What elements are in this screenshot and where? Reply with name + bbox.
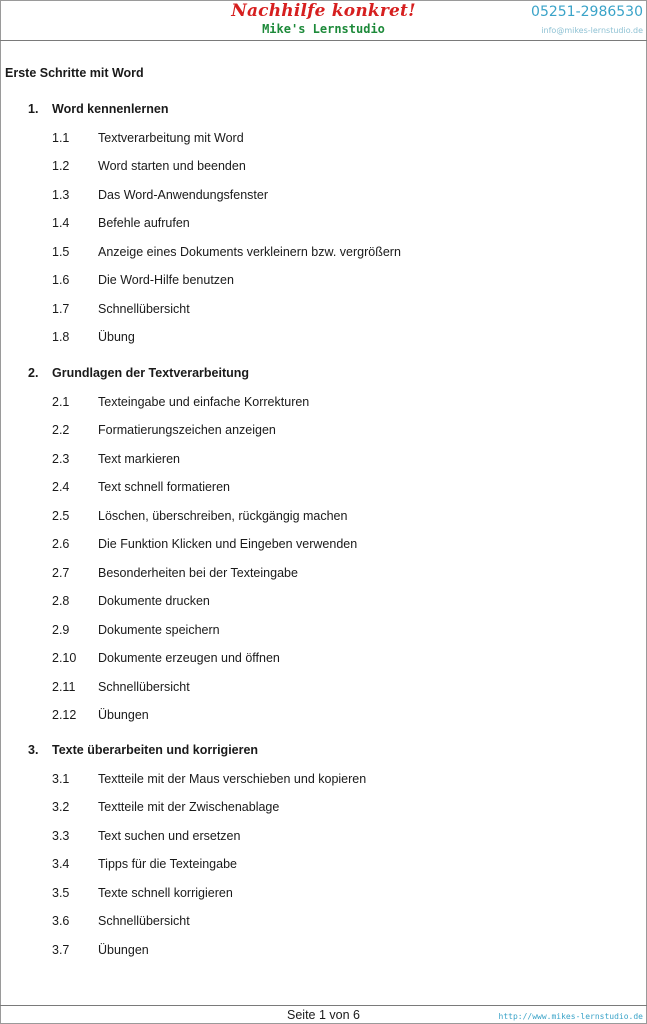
footer-url-link[interactable]: http://www.mikes-lernstudio.de [498,1012,643,1021]
toc-item-text: Dokumente speichern [98,622,220,637]
toc-item-text: Text markieren [98,451,180,466]
toc-item-number: 2.12 [52,707,77,722]
toc-item [52,395,309,409]
toc-item [52,886,233,900]
header-divider [0,40,647,41]
toc-item-text: Löschen, überschreiben, rückgängig machen [98,508,348,523]
toc-item-text: Textteile mit der Maus verschieben und kopieren [98,772,367,786]
toc-item-number: 1.8 [52,330,70,345]
toc-item [52,131,244,145]
toc-item [52,943,149,957]
toc-item [52,772,366,786]
section-title: Grundlagen der Textverarbeitung [52,366,250,380]
brand-title: Nachhilfe konkret! [231,1,416,21]
toc-item-text: Texte schnell korrigieren [98,885,233,900]
toc-item-text: Dokumente erzeugen und öffnen [98,651,280,666]
page-number: Seite 1 von 6 [287,1008,360,1022]
toc-item-text: Übung [98,330,135,345]
brand-subtitle: Mike's Lernstudio [262,22,385,36]
toc-item-text: Befehle aufrufen [98,216,190,231]
toc-item-text: Word starten und beenden [98,159,246,174]
toc-item-number: 3.2 [52,800,70,815]
toc-item [52,829,240,843]
toc-item [52,708,149,722]
toc-item-number: 2.9 [52,622,70,637]
toc-item-text: Schnellübersicht [98,914,190,929]
toc-item-number: 2.11 [52,679,76,694]
toc-item-text: Textverarbeitung mit Word [98,131,244,145]
toc-item [52,623,220,637]
section-heading [28,743,258,757]
toc-item-number: 1.1 [52,131,70,145]
toc-item [52,651,280,665]
toc-item-number: 3.5 [52,885,70,900]
phone-number: 05251-2986530 [531,4,643,20]
toc-item [52,273,234,287]
toc-item-text: Formatierungszeichen anzeigen [98,423,276,438]
toc-item-number: 2.6 [52,537,70,552]
section-number: 3. [28,743,39,757]
toc-item-text: Text schnell formatieren [98,480,231,495]
toc-item-text: Text suchen und ersetzen [98,828,241,843]
section-heading [28,366,249,380]
toc-item-number: 1.5 [52,244,70,259]
toc-item-number: 3.1 [52,772,70,786]
toc-item-text: Die Word-Hilfe benutzen [98,273,234,288]
toc-item [52,188,268,202]
section-title: Texte überarbeiten und korrigieren [52,743,259,757]
footer-divider [0,1005,647,1006]
toc-item-number: 2.2 [52,423,70,438]
toc-item [52,594,210,608]
toc-item-number: 2.4 [52,480,70,495]
toc-item-number: 2.5 [52,508,70,523]
toc-item [52,216,190,230]
toc-item-text: Das Word-Anwendungsfenster [98,187,268,202]
toc-item-number: 1.3 [52,187,70,202]
toc-item-number: 3.3 [52,828,70,843]
toc-item-number: 2.10 [52,651,77,666]
toc-item-text: Texteingabe und einfache Korrekturen [98,395,310,409]
toc-item [52,509,347,523]
toc-item-text: Schnellübersicht [98,301,190,316]
toc-item-text: Anzeige eines Dokuments verkleinern bzw. vergrößern [98,244,401,259]
toc-item-number: 1.2 [52,159,70,174]
toc-item [52,423,276,437]
toc-item-text: Übungen [98,707,149,722]
toc-item-number: 1.7 [52,301,70,316]
toc-item-number: 3.4 [52,857,70,872]
toc-item-text: Textteile mit der Zwischenablage [98,800,280,815]
toc-item-text: Besonderheiten bei der Texteingabe [98,565,298,580]
toc-item-number: 2.7 [52,565,70,580]
toc-item [52,302,190,316]
toc-item-number: 3.6 [52,914,70,929]
toc-item-text: Tipps für die Texteingabe [98,857,237,872]
toc-item-text: Dokumente drucken [98,594,210,609]
toc-item [52,857,237,871]
email-address[interactable]: info@mikes-lernstudio.de [541,26,643,35]
toc-item [52,680,190,694]
toc-item [52,480,230,494]
toc-item-text: Die Funktion Klicken und Eingeben verwenden [98,537,358,552]
toc-item-number: 1.6 [52,273,70,288]
toc-item [52,537,357,551]
toc-item-text: Übungen [98,942,149,957]
toc-item [52,914,190,928]
toc-item [52,566,298,580]
toc-item-number: 1.4 [52,216,70,231]
toc-item [52,330,135,344]
section-number: 2. [28,366,39,380]
document-title: Erste Schritte mit Word [5,66,144,80]
toc-item [52,452,180,466]
section-number: 1. [28,102,39,116]
toc-item [52,245,401,259]
toc-item-number: 2.3 [52,451,70,466]
toc-item-text: Schnellübersicht [98,679,190,694]
toc-item-number: 2.8 [52,594,70,609]
toc-item [52,159,246,173]
toc-item [52,800,279,814]
section-heading [28,102,168,116]
toc-item-number: 3.7 [52,942,70,957]
page-header [0,0,647,40]
section-title: Word kennenlernen [52,102,169,116]
toc-item-number: 2.1 [52,395,70,409]
